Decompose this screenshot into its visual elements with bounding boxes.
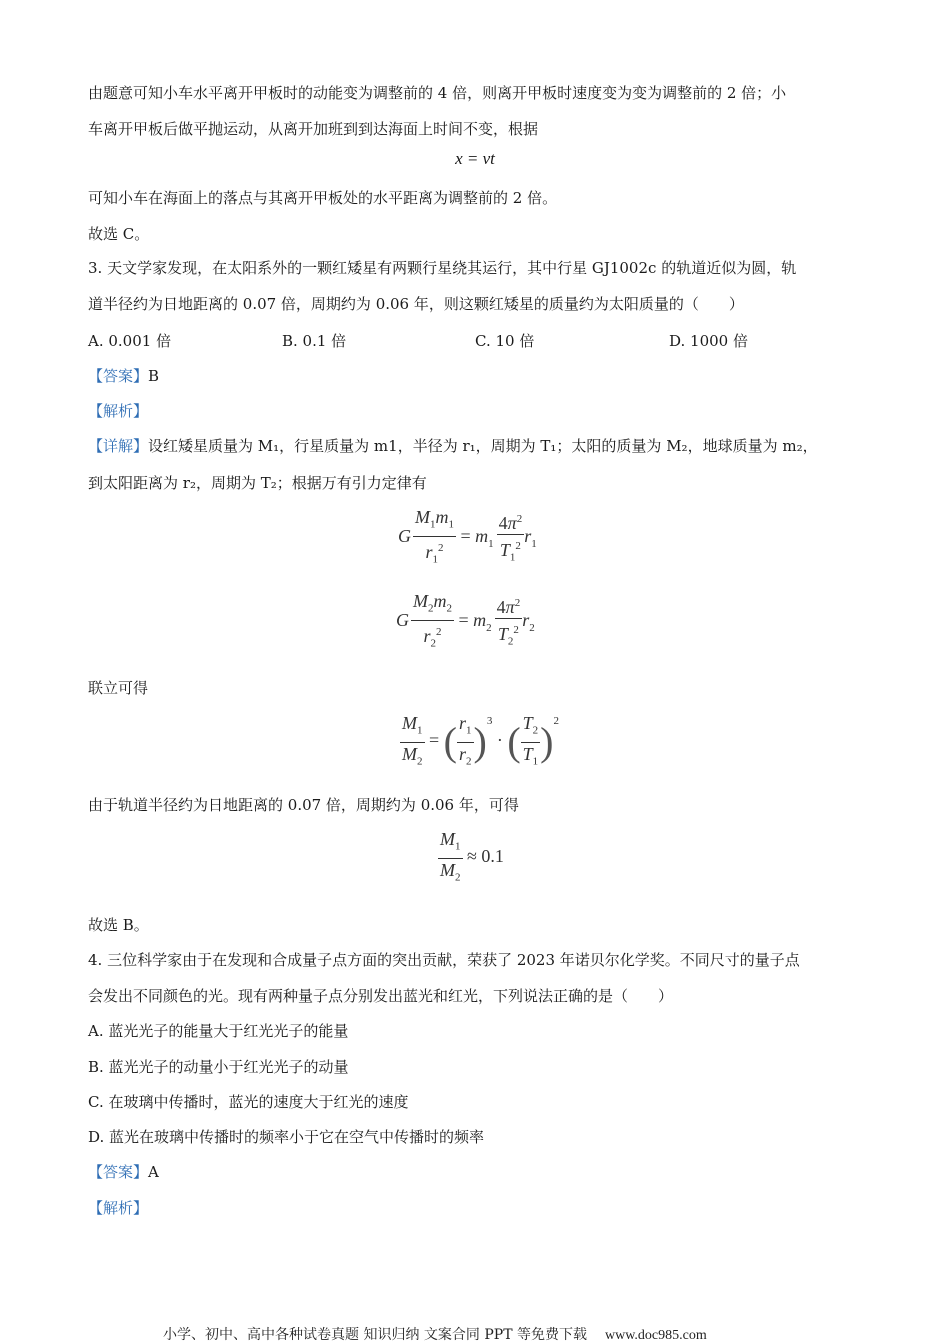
question-3-text: 道半径约为日地距离的 0.07 倍，周期约为 0.06 年，则这颗红矮星的质量约为太阳质量的（ ） bbox=[88, 295, 744, 313]
equation-gravity-1: G $\frac{M_1m_1}{r_1^2}$ = $m_1$ $\frac{4\pi^2}{T_1^2}$ $r_1$ bbox=[398, 507, 537, 566]
detail-text: 设红矮星质量为 M₁，行星质量为 m1，半径为 r₁，周期为 T₁；太阳的质量为 M₂，地球质量为 m₂， bbox=[148, 437, 818, 455]
answer-line-q4 bbox=[88, 1162, 159, 1182]
q3-option-d: D. 1000 倍 bbox=[669, 332, 748, 350]
paragraph-line: 车离开甲板后做平抛运动，从离开加班到到达海面上时间不变，根据 bbox=[88, 120, 539, 138]
conclusion-c: 故选 C。 bbox=[88, 225, 150, 243]
q4-option-b: B. 蓝光光子的动量小于红光光子的动量 bbox=[88, 1058, 349, 1076]
question-4-text: 4. 三位科学家由于在发现和合成量子点方面的突出贡献，荣获了 2023 年诺贝尔化学奖。不同尺寸的量子点 bbox=[88, 951, 800, 969]
detail-line bbox=[88, 436, 818, 456]
q3-option-c: C. 10 倍 bbox=[475, 332, 535, 350]
answer-tag: 【答案】 bbox=[88, 1163, 149, 1181]
equation-gravity-2: G $\frac{M_2m_2}{r_2^2}$ = $m_2$ $\frac{4\pi^2}{T_2^2}$ $r_2$ bbox=[396, 591, 535, 650]
detail-tag: 【详解】 bbox=[88, 437, 149, 455]
combine-text: 联立可得 bbox=[88, 679, 149, 697]
answer-value: B bbox=[148, 367, 160, 385]
detail-line: 到太阳距离为 r₂，周期为 T₂；根据万有引力定律有 bbox=[88, 474, 427, 492]
q4-option-a: A. 蓝光光子的能量大于红光光子的能量 bbox=[88, 1022, 349, 1040]
equation-x-vt: x = vt bbox=[455, 149, 495, 168]
footer-link[interactable]: www.doc985.com bbox=[604, 1328, 707, 1343]
footer-text: 小学、初中、高中各种试卷真题 知识归纳 文案合同 PPT 等免费下载 bbox=[163, 1327, 587, 1343]
answer-line-q3 bbox=[88, 366, 159, 386]
q3-option-b: B. 0.1 倍 bbox=[282, 332, 347, 350]
question-4-text: 会发出不同颜色的光。现有两种量子点分别发出蓝光和红光，下列说法正确的是（ ） bbox=[88, 987, 674, 1005]
equation-mass-ratio: $\frac{M_1}{M_2}$ = ( $\frac{r_1}{r_2}$ )$^3$ · ( $\frac{T_2}{T_1}$ )$^2$ bbox=[402, 713, 559, 768]
q4-option-c: C. 在玻璃中传播时，蓝光的速度大于红光的速度 bbox=[88, 1093, 409, 1111]
analysis-tag: 【解析】 bbox=[88, 1199, 149, 1217]
q3-option-a: A. 0.001 倍 bbox=[88, 332, 172, 350]
equation-result: $\frac{M_1}{M_2}$ ≈ 0.1 bbox=[440, 829, 504, 884]
conclusion-b: 故选 B。 bbox=[88, 916, 149, 934]
given-text: 由于轨道半径约为日地距离的 0.07 倍，周期约为 0.06 年，可得 bbox=[88, 796, 519, 814]
answer-tag: 【答案】 bbox=[88, 367, 149, 385]
q4-option-d: D. 蓝光在玻璃中传播时的频率小于它在空气中传播时的频率 bbox=[88, 1128, 485, 1146]
page-footer bbox=[163, 1324, 707, 1344]
paragraph-line: 可知小车在海面上的落点与其离开甲板处的水平距离为调整前的 2 倍。 bbox=[88, 189, 558, 207]
question-3-text: 3. 天文学家发现，在太阳系外的一颗红矮星有两颗行星绕其运行，其中行星 GJ1002c 的轨道近似为圆，轨 bbox=[88, 259, 797, 277]
analysis-tag: 【解析】 bbox=[88, 402, 149, 420]
approx-result: ≈ 0.1 bbox=[467, 846, 504, 867]
answer-value: A bbox=[148, 1163, 159, 1181]
paragraph-line: 由题意可知小车水平离开甲板时的动能变为调整前的 4 倍，则离开甲板时速度变为变为调整前的 2 倍；小 bbox=[88, 84, 787, 102]
